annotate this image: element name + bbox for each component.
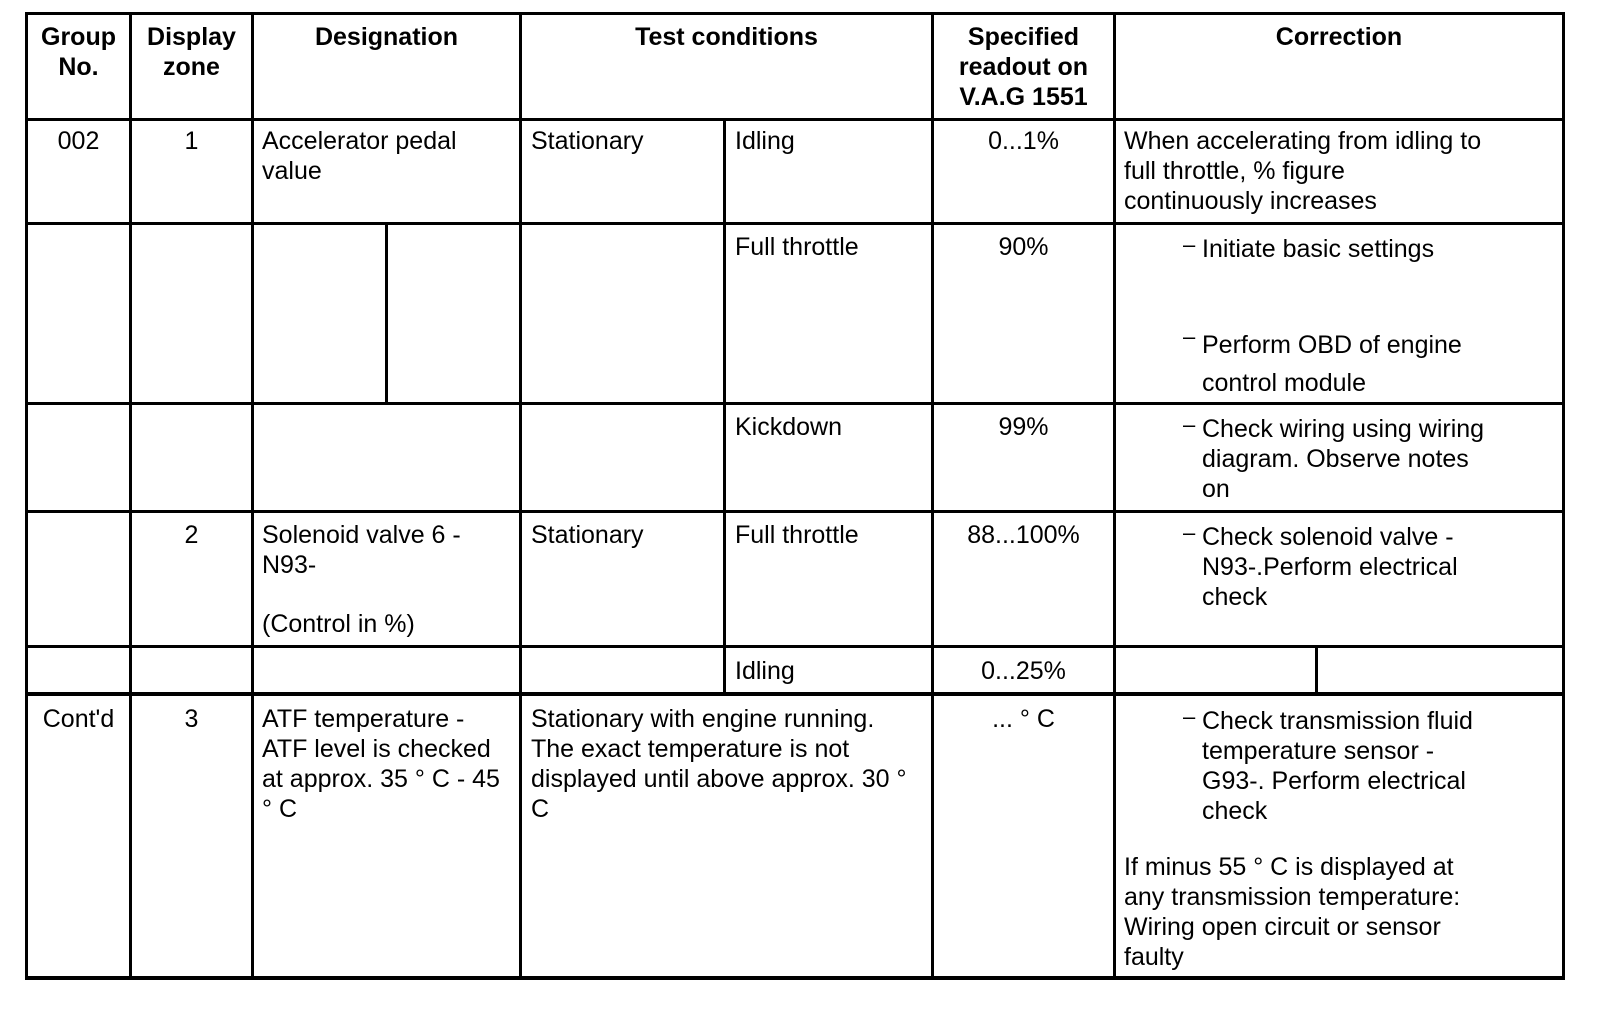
rule-col3 [519,12,522,980]
row6-designation-line4: ° C [262,795,297,823]
rule-top [25,12,1565,15]
header-readout-line1: Specified [967,23,1080,51]
row3-correction [1202,414,1484,504]
row6-group: Cont'd [42,705,115,733]
header-display-zone-line1: Display [147,23,236,51]
row4-designation-line2: N93- [262,551,317,579]
row1-correction-line3: continuously increases [1124,187,1377,215]
header-readout-line2: readout on [958,53,1089,81]
row6-note-line4: faulty [1124,943,1184,971]
row6-condition-line4: C [531,795,550,823]
rule-col4 [931,12,934,980]
row4-zone: 2 [184,521,199,549]
row1-group: 002 [57,127,100,155]
rule-right [1562,12,1565,980]
header-display-zone [132,22,251,82]
row6-note [1124,852,1460,972]
row3-readout: 99% [998,413,1049,441]
row6-bullet: – [1183,704,1196,729]
row4-readout: 88...100% [967,521,1080,549]
row6-correction-line1: Check transmission fluid [1202,707,1473,735]
row6-designation-line3: at approx. 35 ° C - 45 [262,765,500,793]
row6-designation-line2: ATF level is checked [262,735,491,763]
row2-mode: Full throttle [735,233,859,261]
row3-mode: Kickdown [735,413,842,441]
row2-bullet-a: – [1183,232,1196,257]
row4-correction [1202,522,1458,612]
rule-header-bottom [25,118,1565,121]
row3-correction-line3: on [1202,475,1230,503]
row6-readout: ... ° C [992,705,1055,733]
row1-condition: Stationary [531,127,644,155]
rule-designation-split [385,222,388,404]
row4-condition: Stationary [531,521,644,549]
row1-readout: 0...1% [988,127,1059,155]
rule-left [25,12,28,980]
row4-mode: Full throttle [735,521,859,549]
rule-correction-split [1315,645,1318,695]
row4-designation-note: (Control in %) [262,610,415,638]
row6-correction [1202,706,1473,826]
row3-correction-line1: Check wiring using wiring [1202,415,1485,443]
row2-correction-b-line2: control module [1202,369,1366,397]
rule-row5-bottom [25,692,1565,696]
rule-col-mode [723,118,726,696]
rule-row2-bottom [25,402,1565,405]
header-specified-readout [934,22,1113,112]
row2-readout: 90% [998,233,1049,261]
header-group-no [28,22,129,82]
header-display-zone-line2: zone [163,53,220,81]
row2-correction-b-line1: Perform OBD of engine [1202,331,1462,359]
row3-correction-line2: diagram. Observe notes [1202,445,1469,473]
row6-zone: 3 [184,705,199,733]
row6-designation-line1: ATF temperature - [262,705,465,733]
row6-condition-line1: Stationary with engine running. [531,705,875,733]
header-group-no-line2: No. [58,53,99,81]
header-test-conditions: Test conditions [635,23,818,51]
row1-designation-line2: value [262,157,322,185]
header-correction: Correction [1275,23,1403,51]
row6-condition-line3: displayed until above approx. 30 ° [531,765,907,793]
rule-col2 [251,12,254,980]
row6-designation [262,704,500,824]
rule-row1-bottom [25,222,1565,225]
rule-row3-bottom [25,510,1565,513]
row2-correction-b [1202,326,1462,402]
row2-correction-a: Initiate basic settings [1202,235,1435,263]
row2-bullet-b: – [1183,324,1196,349]
rule-row4-bottom [25,645,1565,648]
row3-bullet: – [1183,412,1196,437]
row6-condition [531,704,907,824]
row6-correction-line4: check [1202,797,1268,825]
row1-correction-line2: full throttle, % figure [1124,157,1345,185]
row4-correction-line2: N93-.Perform electrical [1202,553,1458,581]
rule-col1 [129,12,132,980]
rule-bottom [25,976,1565,980]
row6-note-line1: If minus 55 ° C is displayed at [1124,853,1454,881]
row1-correction-line1: When accelerating from idling to [1124,127,1482,155]
row1-designation-line1: Accelerator pedal [262,127,457,155]
header-readout-line3: V.A.G 1551 [959,83,1088,111]
row6-correction-line3: G93-. Perform electrical [1202,767,1466,795]
row1-mode: Idling [735,127,795,155]
row4-correction-line1: Check solenoid valve - [1202,523,1454,551]
row6-note-line3: Wiring open circuit or sensor [1124,913,1441,941]
row5-mode: Idling [735,657,795,685]
row5-readout: 0...25% [981,657,1066,685]
row4-bullet: – [1183,520,1196,545]
row6-condition-line2: The exact temperature is not [531,735,850,763]
row1-designation [262,126,457,186]
row1-zone: 1 [184,127,199,155]
header-designation: Designation [314,23,459,51]
row1-correction [1124,126,1481,216]
rule-col5 [1113,12,1116,980]
header-group-no-line1: Group [41,23,116,51]
row4-designation [262,520,461,580]
row6-note-line2: any transmission temperature: [1124,883,1461,911]
row4-designation-line1: Solenoid valve 6 - [262,521,461,549]
row4-correction-line3: check [1202,583,1268,611]
row6-correction-line2: temperature sensor - [1202,737,1435,765]
